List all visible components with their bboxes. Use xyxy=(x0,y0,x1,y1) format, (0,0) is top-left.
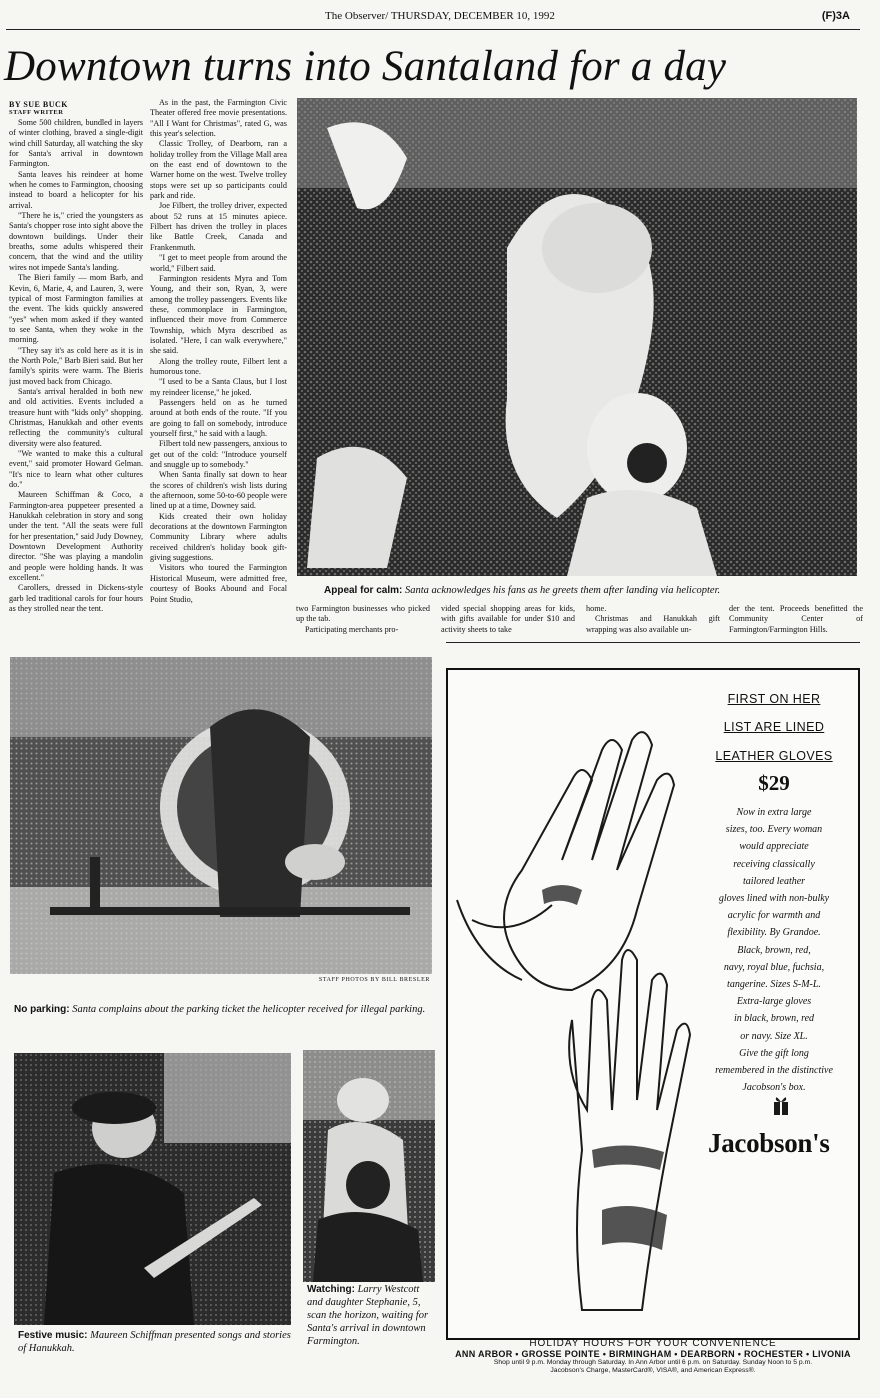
paragraph: home. xyxy=(586,604,607,613)
article-continuation-1 xyxy=(296,604,430,660)
caption-festive-music xyxy=(18,1329,298,1355)
ad-headline-1: FIRST ON HER xyxy=(727,692,821,706)
santa-photo xyxy=(297,98,857,576)
footer-shop-hours: Shop until 9 p.m. Monday through Saturday. In Ann Arbor until 6 p.m. on Saturday. Sunday Noon to 5 p.m. xyxy=(493,1359,813,1366)
caption-label: Festive music: xyxy=(18,1330,88,1341)
paragraph: "I get to meet people from around the world," Filbert said. xyxy=(150,253,287,273)
paragraph: Along the trolley route, Filbert lent a humorous tone. xyxy=(150,356,287,376)
paragraph: der the tent. Proceeds benefitted the Community Center of Farmington/Farmington Hills. xyxy=(729,604,863,634)
ad-headline-2: LIST ARE LINED xyxy=(723,720,825,734)
masthead xyxy=(0,8,880,26)
gift-box-icon xyxy=(772,1094,790,1116)
paragraph: two Farmington businesses who picked up the tab. xyxy=(296,604,430,624)
ad-copy-line: Extra-large gloves xyxy=(736,996,812,1008)
masthead-rule xyxy=(6,29,860,30)
helicopter-photo-image xyxy=(10,657,432,974)
paragraph: Classic Trolley, of Dearborn, ran a holiday trolley from the Village Mall area on the east end of downtown to the Warner home on the west. Twelve trolley stops were set up so participants could park and ride. xyxy=(150,139,287,201)
masthead-date: The Observer/ THURSDAY, DECEMBER 10, 1992 xyxy=(325,10,555,22)
caption-text: Larry Westcott and daughter Stephanie, 5, scan the horizon, waiting for Santa's arrival in downtown Farmington. xyxy=(307,1284,429,1347)
section-rule xyxy=(446,642,860,643)
ad-price: $29 xyxy=(758,771,790,795)
jacobsons-logo: Jacobson's xyxy=(708,1128,830,1158)
ad-copy-line: Jacobson's box. xyxy=(742,1082,806,1094)
jacobsons-ad xyxy=(446,668,860,1340)
paragraph: Santa's arrival heralded in both new and old activities. Events included a treasure hunt with "kids only" shopping. Christmas, Hanukkah and other events reflecting the community's cultural diversity were also featured. xyxy=(9,386,143,448)
ad-copy-line: Give the gift long xyxy=(739,1047,809,1059)
footer-hours-title: HOLIDAY HOURS FOR YOUR CONVENIENCE xyxy=(529,1338,777,1349)
glove-illustration xyxy=(452,690,702,1330)
paragraph: Passengers held on as he turned around at both ends of the route. "If you are going to fall on somebody, introduce yourself first," he said with a laugh. xyxy=(150,397,287,438)
caption-appeal-for-calm xyxy=(324,584,854,597)
caption-watching xyxy=(307,1283,437,1348)
caption-no-parking xyxy=(14,1003,434,1016)
paragraph: vided special shopping areas for kids, with gifts available for under $10 and activity sheets to take xyxy=(441,604,575,634)
ad-copy xyxy=(694,804,854,1096)
watching-photo xyxy=(303,1050,435,1282)
ad-copy-line: Now in extra large xyxy=(736,807,812,818)
caption-text: Santa complains about the parking ticket the helicopter received for illegal parking. xyxy=(72,1004,426,1015)
paragraph: Maureen Schiffman & Coco, a Farmington-area puppeteer presented a Hanukkah celebration in story and song under the tent. "All the seats were full for her presentation," said Judy Downey, Downtown Development Authority director. "She was playing a mandolin and people were holding hands. It was excellent." xyxy=(9,490,143,583)
paragraph: "There he is," cried the youngsters as Santa's chopper rose into sight above the downtown buildings. Under their breaths, some adults whispered their concern, that the wind and the utility wires not impede Santa's landing. xyxy=(9,211,143,272)
paragraph: "We wanted to make this a cultural event," said promoter Howard Gelman. "It's nice to learn what other cultures do." xyxy=(9,449,143,490)
ad-headline-3: LEATHER GLOVES xyxy=(715,749,833,763)
paragraph: Santa leaves his reindeer at home when he comes to Farmington, choosing instead to board a helicopter for his arrival. xyxy=(9,169,143,210)
headline: Downtown turns into Santaland for a day xyxy=(4,43,727,90)
paragraph: Christmas and Hanukkah gift wrapping was also available un- xyxy=(586,614,720,634)
ad-copy-line: sizes, too. Every woman xyxy=(725,824,823,836)
helicopter-photo xyxy=(10,657,432,974)
paragraph: The Bieri family — mom Barb, and Kevin, 6, Marie, 4, and Lauren, 3, were typical of most Farmington families at the event. The kids quickly answered "yes" when mom asked if they wanted to see Santa, when they woke in the morning. xyxy=(9,273,143,345)
ad-copy-line: in black, brown, red xyxy=(733,1013,815,1025)
ad-copy-line: acrylic for warmth and xyxy=(727,910,821,922)
caption-label: Watching: xyxy=(307,1284,355,1295)
festive-music-photo xyxy=(14,1053,291,1325)
article-continuation-3 xyxy=(586,604,720,660)
ad-footer xyxy=(446,1338,860,1375)
caption-text: Santa acknowledges his fans as he greets them after landing via helicopter. xyxy=(404,585,721,596)
byline-title: STAFF WRITER xyxy=(9,109,64,116)
paragraph: Carollers, dressed in Dickens-style garb led traditional carols for four hours as they strolled near the tent. xyxy=(9,583,143,614)
page-number: (F)3A xyxy=(821,10,850,22)
ad-copy-line: remembered in the distinctive xyxy=(715,1065,833,1077)
paragraph: When Santa finally sat down to hear the scores of children's wish lists during the afternoon, some 50-to-60 people were lined up at a time, Downey said. xyxy=(150,470,287,511)
footer-payment-methods: Jacobson's Charge, MasterCard®, VISA®, and American Express®. xyxy=(550,1367,756,1374)
santa-photo-image xyxy=(297,98,857,576)
paragraph: Farmington residents Myra and Tom Young, and their son, Ryan, 3, were among the trolley passengers. Events like these, commonplace in Farmington, influenced their move from Commerce Township, which Myra described as isolated. "Here, I can walk everywhere," she said. xyxy=(150,273,287,356)
paragraph: Participating merchants pro- xyxy=(305,624,399,634)
article-column-1 xyxy=(9,100,143,675)
article-continuation-4 xyxy=(729,604,863,660)
paragraph: "I used to be a Santa Claus, but I lost my reindeer license," he joked. xyxy=(150,377,287,397)
ad-copy-line: tailored leather xyxy=(742,875,806,887)
caption-text: Maureen Schiffman presented songs and stories of Hanukkah. xyxy=(18,1330,291,1354)
paragraph: As in the past, the Farmington Civic Theater offered free movie presentations. "All I Want for Christmas", rated G, was this year's selection. xyxy=(150,98,287,139)
ad-copy-line: flexibility. By Grandoe. xyxy=(727,927,821,939)
paragraph: "They say it's as cold here as it is in the North Pole," Barb Bieri said. But her family's spirits were warm. The Bieris just moved back from Chicago. xyxy=(9,345,143,386)
caption-label: Appeal for calm: xyxy=(324,585,403,596)
footer-store-locations: ANN ARBOR • GROSSE POINTE • BIRMINGHAM • DEARBORN • ROCHESTER • LIVONIA xyxy=(455,1349,851,1359)
watching-photo-image xyxy=(303,1050,435,1282)
ad-copy-line: would appreciate xyxy=(739,841,809,853)
paragraph: Joe Filbert, the trolley driver, expected about 52 runs at 15 minutes apiece. Filbert has driven the trolley in places like Battle Creek, Canada and Frankenmuth. xyxy=(150,201,287,252)
paragraph: Kids created their own holiday decorations at the downtown Farmington Community Library where adults received children's holiday book gift-giving suggestions. xyxy=(150,511,287,563)
article-continuation-2 xyxy=(441,604,575,660)
photo-credit: STAFF PHOTOS BY BILL BRESLER xyxy=(318,977,430,983)
ad-copy-line: receiving classically xyxy=(733,858,815,870)
byline-name: BY SUE BUCK xyxy=(9,100,68,109)
ad-copy-line: gloves lined with non-bulky xyxy=(718,893,830,905)
caption-label: No parking: xyxy=(14,1004,70,1015)
ad-copy-line: or navy. Size XL. xyxy=(740,1030,808,1042)
ad-copy-line: Black, brown, red, xyxy=(737,944,811,956)
paragraph: Filbert told new passengers, anxious to get out of the cold: "Introduce yourself and snuggle up to somebody." xyxy=(150,439,287,470)
paragraph: Some 500 children, bundled in layers of winter clothing, braved a single-digit wind chill Saturday, all watching the sky for Santa's arrival in downtown Farmington. xyxy=(9,118,143,169)
ad-copy-line: tangerine. Sizes S-M-L. xyxy=(727,979,821,991)
paragraph: Visitors who toured the Farmington Historical Museum, were admitted free, courtesy of Books Abound and Focal Point Studio, xyxy=(150,563,287,604)
article-column-2 xyxy=(150,98,287,648)
festive-music-photo-image xyxy=(14,1053,291,1325)
ad-copy-line: navy, royal blue, fuchsia, xyxy=(723,961,825,973)
